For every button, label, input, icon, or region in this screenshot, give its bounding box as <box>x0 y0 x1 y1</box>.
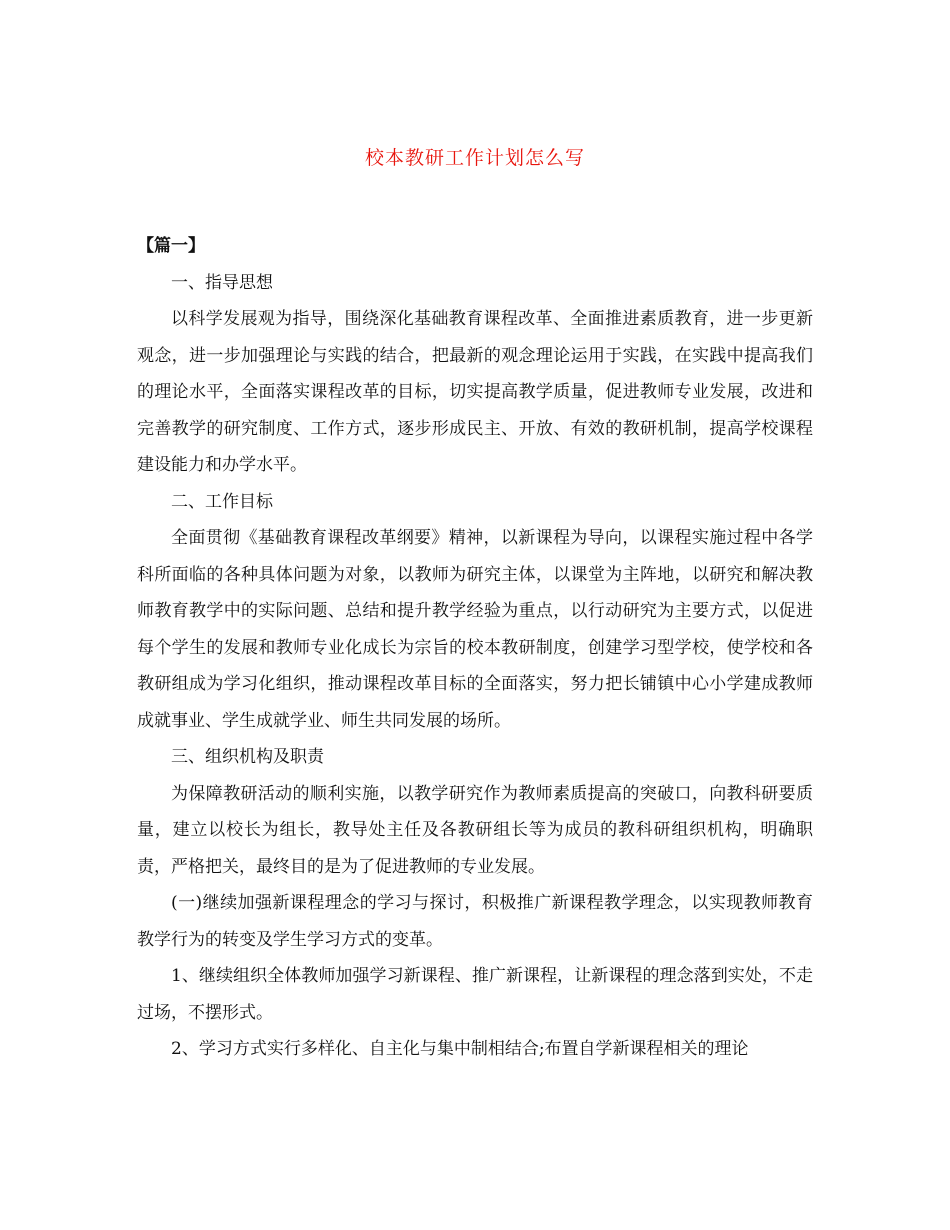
body-paragraph: 全面贯彻《基础教育课程改革纲要》精神，以新课程为导向，以课程实施过程中各学科所面临的各种具体问题为对象，以教师为研究主体，以课堂为主阵地，以研究和解决教师教育教学中的实际问题、总结和提升教学经验为重点，以行动研究为主要方式，以促进每个学生的发展和教师专业化成长为宗旨的校本教研制度，创建学习型学校，使学校和各教研组成为学习化组织，推动课程改革目标的全面落实，努力把长铺镇中心小学建成教师成就事业、学生成就学业、师生共同发展的场所。 <box>137 528 813 731</box>
body-paragraph: 2、学习方式实行多样化、自主化与集中制相结合;布置自学新课程相关的理论 <box>171 1039 749 1059</box>
body-paragraph: 为保障教研活动的顺利实施，以教学研究作为教师素质提高的突破口，向教科研要质量，建立以校长为组长，教导处主任及各教研组长等为成员的教科研组织机构，明确职责，严格把关，最终目的是为了促进教师的专业发展。 <box>137 783 813 877</box>
body-paragraph: (一)继续加强新课程理念的学习与探讨，积极推广新课程教学理念，以实现教师教育教学行为的转变及学生学习方式的变革。 <box>137 893 813 950</box>
body-paragraph: 以科学发展观为指导，围绕深化基础教育课程改革、全面推进素质教育，进一步更新观念，进一步加强理论与实践的结合，把最新的观念理论运用于实践，在实践中提高我们的理论水平，全面落实课程改革的目标，切实提高教学质量，促进教师专业发展，改进和完善教学的研究制度、工作方式，逐步形成民主、开放、有效的教研机制，提高学校课程建设能力和办学水平。 <box>137 309 813 475</box>
section-heading: 一、指导思想 <box>171 272 273 293</box>
document-title: 校本教研工作计划怎么写 <box>364 147 585 169</box>
section-label: 【篇一】 <box>137 236 205 256</box>
section-heading: 二、工作目标 <box>171 491 273 512</box>
document-body <box>137 228 813 1068</box>
section-heading: 三、组织机构及职责 <box>171 747 324 767</box>
body-paragraph: 1、继续组织全体教师加强学习新课程、推广新课程，让新课程的理念落到实处，不走过场，不摆形式。 <box>137 966 813 1023</box>
